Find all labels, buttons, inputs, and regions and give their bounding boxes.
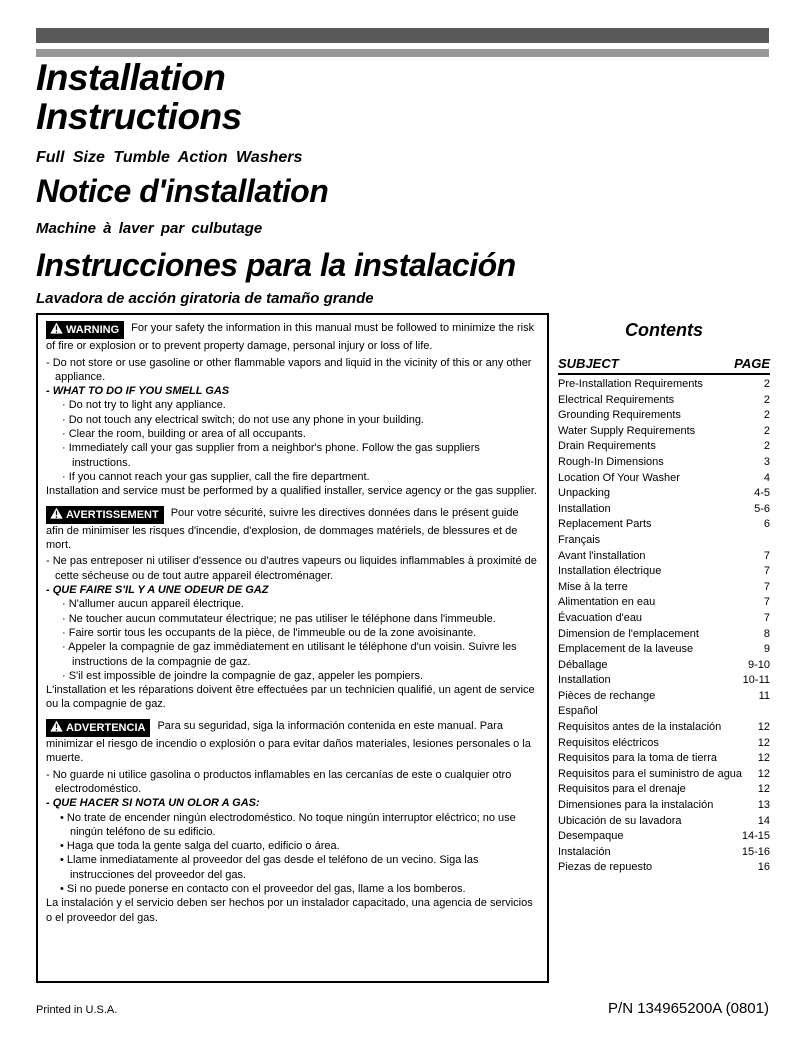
contents-row-page: 12: [757, 767, 770, 780]
part-number: P/N 134965200A (0801): [608, 1000, 769, 1017]
contents-row: [558, 408, 770, 424]
warning-badge: [46, 506, 164, 524]
contents-row: [558, 377, 770, 393]
contents-row: [558, 533, 770, 549]
contents-row: [558, 673, 770, 689]
warning-intro: [46, 506, 539, 553]
contents-row: [558, 642, 770, 658]
warning-item: · Clear the room, building or area of all occupants.: [62, 428, 306, 441]
title-es: Instrucciones para la instalación: [36, 247, 516, 284]
top-bar-dark: [36, 28, 769, 43]
warning-item: • Si no puede ponerse en contacto con el proveedor del gas, llame a los bomberos.: [60, 882, 466, 895]
contents-row-page: 5-6: [754, 502, 770, 515]
contents-row: [558, 658, 770, 674]
contents-row-subject: Mise à la terre: [558, 580, 628, 593]
warning-badge-label: WARNING: [66, 324, 120, 336]
contents-row-subject: Pièces de rechange: [558, 689, 656, 702]
contents-row-page: 2: [763, 424, 770, 437]
contents-row-subject: Ubicación de su lavadora: [558, 814, 682, 827]
contents-row: [558, 704, 770, 720]
warning-item: · Do not touch any electrical switch; do not use any phone in your building.: [62, 413, 424, 426]
contents-row: [558, 502, 770, 518]
warning-badge-label: AVERTISSEMENT: [66, 508, 159, 521]
contents-row: [558, 549, 770, 565]
contents-row: [558, 486, 770, 502]
warning-item: · Immediately call your gas supplier from a neighbor's phone. Follow the gas suppliers instructions.: [62, 442, 480, 469]
contents-row-subject: Installation: [558, 502, 611, 515]
contents-rows: [558, 377, 770, 876]
warning-item: La instalación y el servicio deben ser hechos por un instalador capacitado, una agencia de servicios o el proveedor del gas.: [46, 897, 533, 924]
contents-row-subject: Dimension de l'emplacement: [558, 627, 699, 640]
contents-row: [558, 829, 770, 845]
contents-row-page: 2: [763, 393, 770, 406]
warning-item: · Appeler la compagnie de gaz immédiatement en utilisant le téléphone d'un voisin. Suivre les instructions de la compagnie de gaz.: [62, 641, 517, 668]
contents-row-page: 7: [763, 580, 770, 593]
printed-in-label: Printed in U.S.A.: [36, 1004, 118, 1016]
contents-row: [558, 424, 770, 440]
contents-row: [558, 564, 770, 580]
contents-row-subject: Location Of Your Washer: [558, 471, 680, 484]
contents-row-page: 2: [763, 378, 770, 390]
contents-row: [558, 782, 770, 798]
title-en-line1: Installation: [36, 57, 226, 98]
warning-item: - QUE HACER SI NOTA UN OLOR A GAS:: [46, 797, 260, 810]
contents-row: [558, 439, 770, 455]
contents-row-subject: Avant l'installation: [558, 549, 646, 562]
contents-row-page: 15-16: [741, 845, 770, 858]
contents-row: [558, 767, 770, 783]
contents-row: [558, 595, 770, 611]
contents-col-page: PAGE: [734, 356, 770, 371]
warning-item: - Do not store or use gasoline or other flammable vapors and liquid in the vicinity of this or any other appliance.: [46, 356, 532, 383]
contents-row-subject: Piezas de repuesto: [558, 861, 653, 874]
contents-row-page: 7: [763, 565, 770, 578]
contents-row-subject: Requisitos antes de la instalación: [558, 721, 722, 734]
warning-item: - No guarde ni utilice gasolina o productos inflamables en las cercanías de este o cualquier otro electrodoméstico.: [46, 768, 512, 795]
contents-row-subject: Replacement Parts: [558, 518, 652, 531]
warning-intro-text: Pour votre sécurité, suivre les directives données dans le présent guide afin de minimiser les risques d'incendie, d'explosion, de dommages matériels, de blessures et de mort.: [46, 506, 519, 552]
title-en: [36, 58, 766, 136]
contents-row-subject: Évacuation d'eau: [558, 611, 643, 624]
contents-row-page: 3: [763, 455, 770, 468]
warning-item: · Faire sortir tous les occupants de la pièce, de l'immeuble ou de la zone avoisinante.: [62, 626, 477, 639]
contents-row-page: 10-11: [742, 674, 770, 687]
contents-row: [558, 860, 770, 876]
contents-row-page: 12: [757, 783, 770, 796]
contents-row: [558, 845, 770, 861]
contents-row: [558, 627, 770, 643]
warning-triangle-icon: [50, 720, 63, 732]
masthead: [36, 58, 766, 307]
contents-row-subject: Instalación: [558, 845, 611, 858]
contents-col-subject: SUBJECT: [558, 356, 619, 371]
contents-row: [558, 611, 770, 627]
contents-row-subject: Requisitos eléctricos: [558, 736, 659, 749]
warning-badge: [46, 321, 124, 339]
warning-item: · S'il est impossible de joindre la compagnie de gaz, appeler les pompiers.: [62, 669, 424, 682]
subtitle-fr: Machine à laver par culbutage: [36, 220, 263, 238]
warning-item: • Haga que toda la gente salga del cuarto, edificio o área.: [60, 840, 340, 853]
contents-row: [558, 455, 770, 471]
contents-row-subject: Rough-In Dimensions: [558, 455, 664, 468]
title-en-line2: Instructions: [36, 96, 242, 138]
warning-triangle-icon: [50, 507, 63, 519]
contents-row-subject: Español: [558, 705, 598, 718]
warning-item: L'installation et les réparations doivent être effectuées par un technicien qualifié, un agent de service ou la compagnie de gaz.: [46, 684, 535, 711]
contents-title: Contents: [625, 320, 703, 340]
contents-row-subject: Installation: [558, 674, 611, 687]
contents-row: [558, 517, 770, 533]
warning-badge: [46, 719, 150, 737]
main-content: [36, 313, 770, 983]
contents-row-subject: Drain Requirements: [558, 440, 656, 453]
warning-intro-text: Para su seguridad, siga la información contenida en este manual. Para minimizar el riesgo de incendio o explosión o para evitar daños materiales, lesiones personales o la muerte.: [46, 719, 531, 765]
contents-row-page: 12: [757, 752, 770, 765]
warning-item: - WHAT TO DO IF YOU SMELL GAS: [46, 385, 230, 398]
contents-row-subject: Unpacking: [558, 487, 610, 500]
contents-row-page: 13: [757, 799, 770, 812]
warning-item: • No trate de encender ningún electrodoméstico. No toque ningún interruptor eléctrico; no use ningún teléfono de su edificio.: [60, 811, 516, 838]
warning-intro: [46, 719, 539, 766]
contents-row-subject: Déballage: [558, 658, 608, 671]
contents-row-subject: Français: [558, 533, 601, 546]
contents-row: [558, 814, 770, 830]
warning-box: [36, 313, 549, 983]
contents-row-page: 14-15: [741, 830, 770, 843]
contents-row-subject: Pre-Installation Requirements: [558, 378, 703, 390]
contents-row-subject: Requisitos para la toma de tierra: [558, 752, 717, 765]
warning-triangle-icon: [50, 322, 63, 334]
warning-item: · Ne toucher aucun commutateur électrique; ne pas utiliser le téléphone dans l'immeuble.: [62, 612, 496, 625]
contents-row: [558, 393, 770, 409]
subtitle-en: Full Size Tumble Action Washers: [36, 149, 303, 167]
subtitle-es: Lavadora de acción giratoria de tamaño grande: [36, 290, 374, 308]
contents-row-subject: Requisitos para el suministro de agua: [558, 767, 743, 780]
contents-row-subject: Grounding Requirements: [558, 409, 681, 422]
warning-item: Installation and service must be performed by a qualified installer, service agency or the gas supplier.: [46, 485, 537, 498]
contents-header: [558, 356, 770, 375]
contents-row-subject: Dimensiones para la instalación: [558, 799, 714, 812]
contents-row-subject: Requisitos para el drenaje: [558, 783, 686, 796]
contents-row: [558, 471, 770, 487]
contents-row-subject: Emplacement de la laveuse: [558, 643, 694, 656]
warning-item: - Ne pas entreposer ni utiliser d'essence ou d'autres vapeurs ou liquides inflammables à proximité de cette sécheuse ou de tout autre appareil électroménager.: [46, 555, 537, 582]
warning-item: · If you cannot reach your gas supplier, call the fire department.: [62, 470, 370, 483]
contents-row-page: 9: [763, 643, 770, 656]
contents-panel: [558, 313, 770, 876]
contents-row-page: 8: [763, 627, 770, 640]
contents-row: [558, 720, 770, 736]
contents-row-page: 4: [763, 471, 770, 484]
contents-row: [558, 751, 770, 767]
top-bar-light: [36, 49, 769, 57]
contents-row: [558, 580, 770, 596]
contents-row-page: 2: [763, 409, 770, 422]
contents-row-subject: Water Supply Requirements: [558, 424, 696, 437]
warning-item: • Llame inmediatamente al proveedor del gas desde el teléfono de un vecino. Siga las instrucciones del proveedor del gas.: [60, 854, 479, 881]
contents-row-page: 7: [763, 611, 770, 624]
warning-item: - QUE FAIRE S'IL Y A UNE ODEUR DE GAZ: [46, 584, 269, 597]
title-fr: Notice d'installation: [36, 173, 329, 210]
contents-row-page: 11: [758, 689, 770, 702]
contents-row: [558, 689, 770, 705]
contents-row-page: 7: [763, 596, 770, 609]
contents-row-page: 9-10: [747, 658, 770, 671]
warning-intro-text: For your safety the information in this manual must be followed to minimize the risk of fire or explosion or to prevent property damage, personal injury or loss of life.: [46, 322, 535, 353]
contents-row-subject: Alimentation en eau: [558, 596, 656, 609]
contents-row: [558, 798, 770, 814]
contents-row: [558, 736, 770, 752]
contents-row-page: 4-5: [754, 487, 770, 500]
page-footer: [36, 1000, 769, 1017]
contents-row-page: 6: [763, 518, 770, 531]
contents-row-page: 7: [763, 549, 770, 562]
warning-badge-label: ADVERTENCIA: [66, 721, 146, 734]
contents-row-subject: Electrical Requirements: [558, 393, 675, 406]
contents-row-page: 14: [757, 814, 770, 827]
warning-intro: [46, 321, 539, 354]
contents-row-page: 16: [757, 861, 770, 874]
contents-row-page: 2: [763, 440, 770, 453]
contents-row-subject: Desempaque: [558, 830, 624, 843]
contents-row-page: 12: [757, 721, 770, 734]
contents-row-page: 12: [757, 736, 770, 749]
contents-row-subject: Installation électrique: [558, 565, 662, 578]
warning-item: · Do not try to light any appliance.: [62, 399, 226, 412]
warning-item: · N'allumer aucun appareil électrique.: [62, 598, 244, 611]
